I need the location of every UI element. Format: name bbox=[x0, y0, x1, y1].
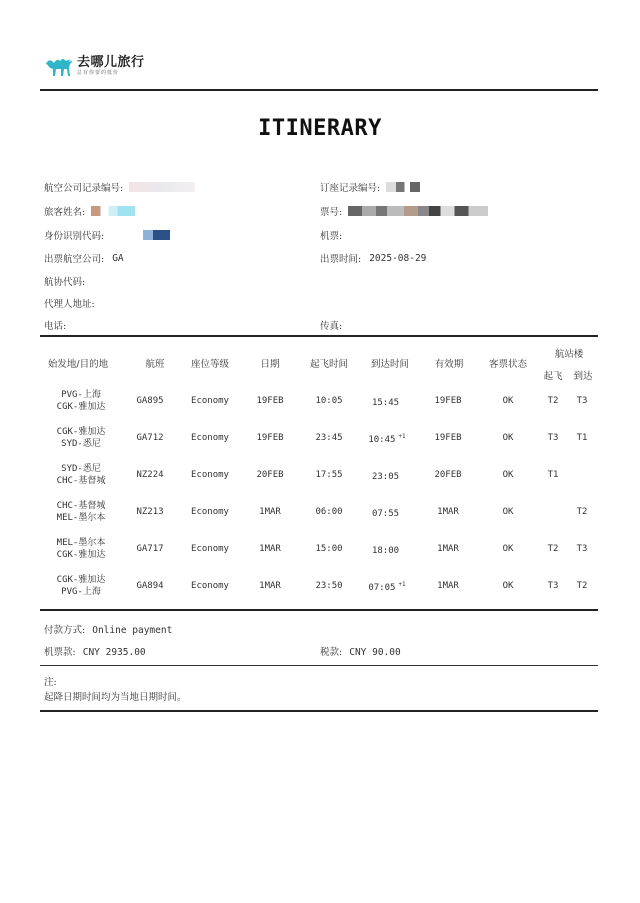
validity-date: 20FEB bbox=[434, 470, 462, 480]
ticket-no-field bbox=[320, 204, 488, 218]
fare bbox=[44, 644, 146, 658]
arrive-time bbox=[372, 544, 402, 556]
route-cell bbox=[57, 537, 106, 561]
arrive-time bbox=[368, 581, 405, 593]
payment-rule bbox=[40, 665, 598, 666]
fare-label: 机票款: bbox=[44, 647, 76, 658]
ticket-status: OK bbox=[502, 433, 514, 443]
header-arrive: 到达时间 bbox=[370, 359, 409, 370]
depart-time: 23:50 bbox=[315, 581, 343, 591]
flight-number: NZ213 bbox=[136, 507, 164, 517]
terminal-arr: T2 bbox=[576, 581, 588, 591]
flight-date: 19FEB bbox=[256, 396, 284, 406]
header-flight: 航班 bbox=[145, 359, 165, 370]
passenger-label: 旅客姓名: bbox=[44, 207, 86, 218]
terminal-dep: T2 bbox=[547, 396, 559, 406]
payment-method-value: Online payment bbox=[92, 625, 173, 636]
route-cell bbox=[57, 389, 106, 413]
flight-number: GA894 bbox=[136, 581, 164, 591]
next-day-marker: +1 bbox=[398, 433, 406, 440]
route-to: PVG-上海 bbox=[61, 587, 101, 597]
issuing-airline-value: GA bbox=[112, 252, 124, 264]
flight-number: NZ224 bbox=[136, 470, 164, 480]
route-from: CGK-雅加达 bbox=[56, 575, 106, 585]
route-cell bbox=[57, 574, 106, 598]
route-to: CGK-雅加达 bbox=[56, 550, 106, 560]
seat-class: Economy bbox=[191, 544, 229, 554]
validity-date: 19FEB bbox=[434, 433, 462, 443]
issue-time-label: 出票时间: bbox=[320, 254, 362, 265]
terminal-arr: T3 bbox=[576, 544, 588, 554]
ticket-status: OK bbox=[502, 470, 514, 480]
flight-date: 1MAR bbox=[259, 544, 281, 554]
arrive-time-value: 15:45 bbox=[371, 398, 400, 408]
ticket-status: OK bbox=[502, 581, 514, 591]
top-rule bbox=[40, 89, 598, 91]
arrive-time bbox=[372, 470, 402, 482]
terminal-arr: T1 bbox=[576, 433, 588, 443]
header-terminal-arr: 到达 bbox=[573, 371, 593, 382]
booking-record-field bbox=[320, 180, 420, 194]
flight-date: 1MAR bbox=[259, 581, 281, 591]
ticket-status: OK bbox=[502, 544, 514, 554]
fax-field bbox=[320, 318, 342, 332]
payment-method bbox=[44, 622, 172, 636]
airline-record-label: 航空公司记录编号: bbox=[44, 183, 124, 194]
ticket-status: OK bbox=[502, 507, 514, 517]
agent-address-field bbox=[44, 296, 95, 310]
terminal-arr: T3 bbox=[576, 396, 588, 406]
flight-number: GA717 bbox=[136, 544, 164, 554]
seat-class: Economy bbox=[191, 396, 229, 406]
header-class: 座位等级 bbox=[190, 359, 229, 370]
validity-date: 1MAR bbox=[437, 581, 459, 591]
header-depart: 起飞时间 bbox=[309, 359, 348, 370]
route-from: CHC-基督城 bbox=[56, 501, 106, 511]
depart-time: 23:45 bbox=[315, 433, 343, 443]
header-date: 日期 bbox=[260, 359, 280, 370]
route-from: CGK-雅加达 bbox=[56, 427, 106, 437]
route-from: MEL-墨尔本 bbox=[56, 538, 106, 548]
phone-field bbox=[44, 318, 66, 332]
depart-time: 06:00 bbox=[315, 507, 343, 517]
ticket-no-label: 票号: bbox=[320, 207, 343, 218]
redacted-value bbox=[348, 206, 488, 216]
ticket-status: OK bbox=[502, 396, 514, 406]
payment-method-label: 付款方式: bbox=[44, 625, 86, 636]
terminal-arr: T2 bbox=[576, 507, 588, 517]
terminal-dep: T2 bbox=[547, 544, 559, 554]
flight-date: 19FEB bbox=[256, 433, 284, 443]
arrive-time bbox=[372, 396, 402, 408]
id-code-label: 身份识别代码: bbox=[44, 231, 105, 242]
depart-time: 15:00 bbox=[315, 544, 343, 554]
flight-date: 20FEB bbox=[256, 470, 284, 480]
fare-value: CNY 2935.00 bbox=[82, 647, 146, 658]
terminal-dep: T3 bbox=[547, 581, 559, 591]
airline-record-field bbox=[44, 180, 195, 194]
notes-text: 起降日期时间均为当地日期时间。 bbox=[44, 692, 187, 703]
brand-slogan: 总有你要的低价 bbox=[77, 69, 120, 76]
terminal-dep: T1 bbox=[547, 470, 559, 480]
flight-number: GA712 bbox=[136, 433, 164, 443]
partner-code-label: 航协代码: bbox=[44, 277, 86, 288]
seat-class: Economy bbox=[191, 470, 229, 480]
arrive-time-value: 18:00 bbox=[371, 546, 400, 556]
table-top-rule bbox=[40, 335, 598, 337]
passenger-field bbox=[44, 204, 135, 218]
terminal-dep: T3 bbox=[547, 433, 559, 443]
arrive-time-value: 23:05 bbox=[371, 472, 400, 482]
bottom-rule bbox=[40, 710, 598, 712]
issuing-airline-field bbox=[44, 251, 124, 265]
route-to: CHC-基督城 bbox=[56, 476, 106, 486]
validity-date: 1MAR bbox=[437, 507, 459, 517]
seat-class: Economy bbox=[191, 433, 229, 443]
route-to: CGK-雅加达 bbox=[56, 402, 106, 412]
seat-class: Economy bbox=[191, 581, 229, 591]
header-terminal-dep: 起飞 bbox=[543, 371, 563, 382]
depart-time: 10:05 bbox=[315, 396, 343, 406]
validity-date: 1MAR bbox=[437, 544, 459, 554]
route-from: PVG-上海 bbox=[61, 390, 101, 400]
route-from: SYD-悉尼 bbox=[61, 464, 101, 474]
route-to: SYD-悉尼 bbox=[61, 439, 101, 449]
ticket-field bbox=[320, 228, 342, 242]
brand-logo bbox=[44, 54, 145, 78]
redacted-value bbox=[91, 206, 135, 216]
route-cell bbox=[57, 426, 106, 450]
booking-record-label: 订座记录编号: bbox=[320, 183, 381, 194]
arrive-time-value: 10:45 bbox=[368, 435, 396, 445]
ticket-label: 机票: bbox=[320, 231, 343, 242]
id-code-field bbox=[44, 228, 170, 242]
camel-icon bbox=[44, 54, 74, 78]
flight-date: 1MAR bbox=[259, 507, 281, 517]
seat-class: Economy bbox=[191, 507, 229, 517]
agent-address-label: 代理人地址: bbox=[44, 299, 95, 310]
table-bottom-rule bbox=[40, 609, 598, 611]
page-title: ITINERARY bbox=[258, 116, 382, 141]
depart-time: 17:55 bbox=[315, 470, 343, 480]
arrive-time bbox=[368, 433, 405, 445]
issue-time-field bbox=[320, 251, 426, 265]
route-to: MEL-墨尔本 bbox=[56, 513, 106, 523]
redacted-value bbox=[386, 182, 420, 192]
flight-number: GA895 bbox=[136, 396, 164, 406]
arrive-time-value: 07:55 bbox=[371, 509, 400, 519]
header-route: 始发地/目的地 bbox=[47, 359, 109, 370]
issuing-airline-label: 出票航空公司: bbox=[44, 254, 105, 265]
header-terminal: 航站楼 bbox=[554, 349, 584, 360]
partner-code-field bbox=[44, 274, 85, 288]
tax-value: CNY 90.00 bbox=[349, 647, 401, 658]
arrive-time-value: 07:05 bbox=[368, 583, 396, 593]
phone-label: 电话: bbox=[44, 321, 67, 332]
fax-label: 传真: bbox=[320, 321, 343, 332]
header-validity: 有效期 bbox=[434, 359, 464, 370]
notes-label: 注: bbox=[44, 677, 57, 688]
brand-name: 去哪儿旅行 bbox=[77, 54, 145, 70]
validity-date: 19FEB bbox=[434, 396, 462, 406]
redacted-value bbox=[110, 230, 170, 240]
arrive-time bbox=[372, 507, 402, 519]
issue-time-value: 2025-08-29 bbox=[369, 252, 427, 264]
tax-label: 税款: bbox=[320, 647, 343, 658]
header-status: 客票状态 bbox=[488, 359, 527, 370]
tax bbox=[320, 644, 401, 658]
redacted-value bbox=[129, 182, 195, 192]
route-cell bbox=[57, 500, 106, 524]
route-cell bbox=[57, 463, 106, 487]
next-day-marker: +1 bbox=[398, 581, 406, 588]
